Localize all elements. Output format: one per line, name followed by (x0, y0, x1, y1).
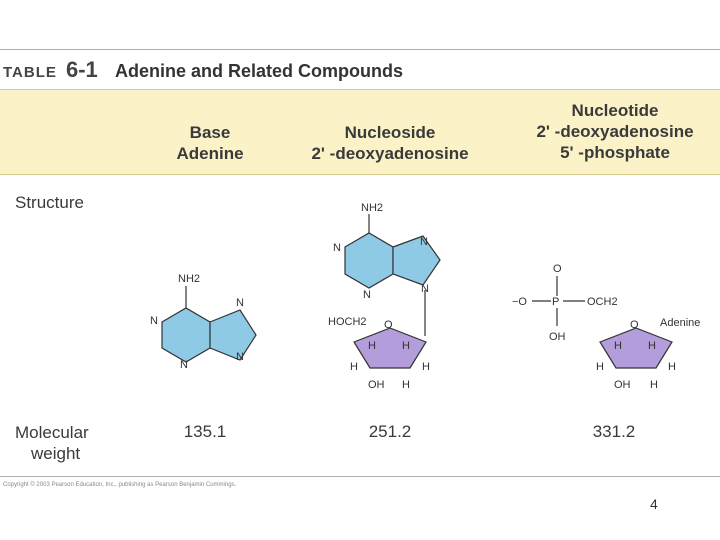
adenine-n1-label: N (150, 315, 158, 327)
nucleoside-ring-oxygen-label: O (384, 319, 393, 331)
nucleotide-ring-oxygen-label: O (630, 319, 639, 331)
nucleotide-adenine-label: Adenine (660, 317, 701, 329)
column-header-base-line1: Base (189, 123, 231, 142)
column-header-base-line2: Adenine (176, 144, 244, 163)
mw-nucleoside: 251.2 (368, 422, 412, 441)
nucleotide-h-label: H (648, 340, 656, 352)
column-header-nucleotide-line2: 2' -deoxyadenosine (536, 122, 694, 141)
structure-row-label: Structure (15, 193, 84, 212)
phosphorus-label: P (552, 296, 560, 308)
nucleoside-amino-label: NH2 (361, 202, 384, 214)
adenine-n9-label: N (236, 351, 244, 363)
adenine-n3-label: N (180, 359, 188, 371)
nucleotide-h-label: H (614, 340, 622, 352)
table-label: TABLE (3, 64, 57, 81)
column-header-nucleotide-line3: 5' -phosphate (560, 143, 670, 162)
column-header-nucleotide-line1: Nucleotide (571, 101, 659, 120)
mw-adenine: 135.1 (183, 422, 227, 441)
nucleoside-sugar-ring (354, 328, 426, 368)
nucleoside-n1-label: N (333, 242, 341, 254)
nucleotide-structure (512, 263, 700, 391)
adenine-structure (150, 273, 256, 371)
bottom-rule (0, 476, 720, 477)
nucleoside-h-label: H (422, 361, 430, 373)
page-number: 4 (650, 496, 658, 512)
phosphate-double-o-label: O (553, 263, 562, 275)
molecular-weight-label-line2: weight (31, 444, 81, 463)
nucleoside-oh-label: OH (368, 379, 385, 391)
adenine-imidazole-ring (210, 310, 256, 360)
table-title: Adenine and Related Compounds (115, 61, 404, 81)
nucleotide-sugar-ring (600, 328, 672, 368)
nucleotide-h-label: H (650, 379, 658, 391)
nucleoside-hoch2-label: HOCH2 (328, 316, 367, 328)
nucleoside-imidazole-ring (393, 236, 440, 285)
nucleoside-h-label: H (402, 379, 410, 391)
nucleoside-n7-label: N (420, 236, 428, 248)
copyright-notice: Copyright © 2003 Pearson Education, Inc., publishing as Pearson Benjamin Cummings. (3, 482, 237, 488)
molecular-weight-row-label (15, 422, 89, 464)
column-header-nucleoside-line1: Nucleoside (344, 123, 436, 142)
nucleoside-structure (328, 202, 440, 391)
phosphate-o-minus-label: −O (512, 296, 527, 308)
adenine-n7-label: N (236, 297, 244, 309)
table-number: 6-1 (66, 57, 98, 82)
mw-nucleotide: 331.2 (592, 422, 636, 441)
nucleoside-h-label: H (402, 340, 410, 352)
phosphate-oh-label: OH (549, 331, 566, 343)
nucleotide-h-label: H (596, 361, 604, 373)
column-header-nucleoside-line2: 2' -deoxyadenosine (311, 144, 469, 163)
nucleoside-h-label: H (368, 340, 376, 352)
nucleotide-h-label: H (668, 361, 676, 373)
nucleoside-n3-label: N (363, 289, 371, 301)
molecular-weight-label-line1: Molecular (15, 423, 89, 442)
nucleotide-oh-label: OH (614, 379, 631, 391)
adenine-pyrimidine-ring (162, 308, 210, 362)
adenine-amino-label: NH2 (178, 273, 201, 285)
nucleoside-pyrimidine-ring (345, 233, 393, 288)
nucleotide-och2-label: OCH2 (587, 296, 618, 308)
nucleoside-h-label: H (350, 361, 358, 373)
nucleoside-n9-label: N (421, 283, 429, 295)
